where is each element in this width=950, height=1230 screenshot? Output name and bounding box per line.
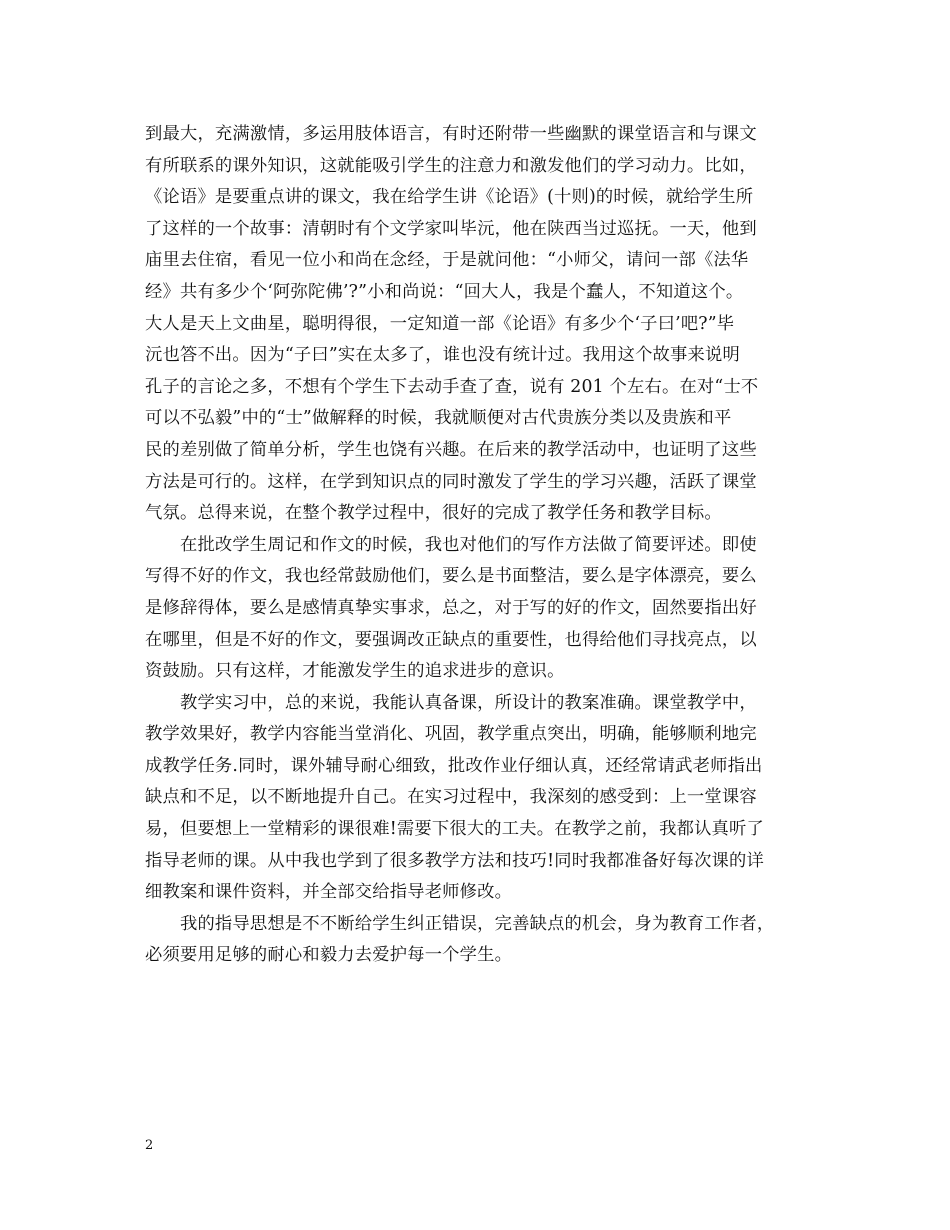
text-line: 庙里去住宿，看见一位小和尚在念经，于是就问他：“小师父，请问一部《法华 <box>145 250 749 271</box>
text-line: 《论语》是要重点讲的课文，我在给学生讲《论语》(十则)的时候，就给学生所 <box>145 187 754 208</box>
text-line: 写得不好的作文，我也经常鼓励他们，要么是书面整洁，要么是字体漂亮，要么 <box>145 566 757 587</box>
text-line: 教学实习中，总的来说，我能认真备课，所设计的教案准确。课堂教学中， <box>145 692 757 713</box>
text-line: 成教学任务.同时，课外辅导耐心细致，批改作业仔细认真，还经常请武老师指出 <box>145 755 763 776</box>
text-line: 易，但要想上一堂精彩的课很难!需要下很大的工夫。在教学之前，我都认真听了 <box>145 819 764 840</box>
text-line: 方法是可行的。这样，在学到知识点的同时激发了学生的学习兴趣，活跃了课堂 <box>145 471 757 492</box>
body-text <box>145 119 835 972</box>
text-line: 可以不弘毅”中的“士”做解释的时候，我就顺便对古代贵族分类以及贵族和平 <box>145 408 732 429</box>
text-line: 必须要用足够的耐心和毅力去爱护每一个学生。 <box>145 945 513 966</box>
text-line: 有所联系的课外知识，这就能吸引学生的注意力和激发他们的学习动力。比如， <box>145 155 757 176</box>
text-line: 经》共有多少个‘阿弥陀佛’?”小和尚说：“回大人，我是个蠢人，不知道这个。 <box>145 281 744 302</box>
text-line: 缺点和不足，以不断地提升自己。在实习过程中，我深刻的感受到：上一堂课容 <box>145 787 757 808</box>
page-number: 2 <box>145 1138 154 1153</box>
text-line: 大人是天上文曲星，聪明得很，一定知道一部《论语》有多少个‘子曰’吧?”毕 <box>145 313 735 334</box>
text-line: 我的指导思想是不不断给学生纠正错误，完善缺点的机会，身为教育工作者， <box>145 913 775 934</box>
text-line: 在批改学生周记和作文的时候，我也对他们的写作方法做了简要评述。即使 <box>145 534 757 555</box>
text-line: 教学效果好，教学内容能当堂消化、巩固，教学重点突出，明确，能够顺利地完 <box>145 724 757 745</box>
text-line: 资鼓励。只有这样，才能激发学生的追求进步的意识。 <box>145 661 565 682</box>
text-line: 沅也答不出。因为“子曰”实在太多了，谁也没有统计过。我用这个故事来说明 <box>145 345 740 366</box>
text-line: 了这样的一个故事：清朝时有个文学家叫毕沅，他在陕西当过巡抚。一天，他到 <box>145 218 757 239</box>
text-line: 气氛。总得来说，在整个教学过程中，很好的完成了教学任务和教学目标。 <box>145 503 722 524</box>
text-line: 指导老师的课。从中我也学到了很多教学方法和技巧!同时我都准备好每次课的详 <box>145 850 764 871</box>
text-line: 民的差别做了简单分析，学生也饶有兴趣。在后来的教学活动中，也证明了这些 <box>145 439 757 460</box>
text-line: 孔子的言论之多，不想有个学生下去动手查了查，说有 201 个左右。在对“士不 <box>145 376 759 397</box>
text-line: 是修辞得体，要么是感情真挚实事求，总之，对于写的好的作文，固然要指出好 <box>145 597 757 618</box>
text-line: 细教案和课件资料，并全部交给指导老师修改。 <box>145 882 513 903</box>
text-line: 在哪里，但是不好的作文，要强调改正缺点的重要性，也得给他们寻找亮点，以 <box>145 629 757 650</box>
text-line: 到最大，充满激情，多运用肢体语言，有时还附带一些幽默的课堂语言和与课文 <box>145 124 757 144</box>
